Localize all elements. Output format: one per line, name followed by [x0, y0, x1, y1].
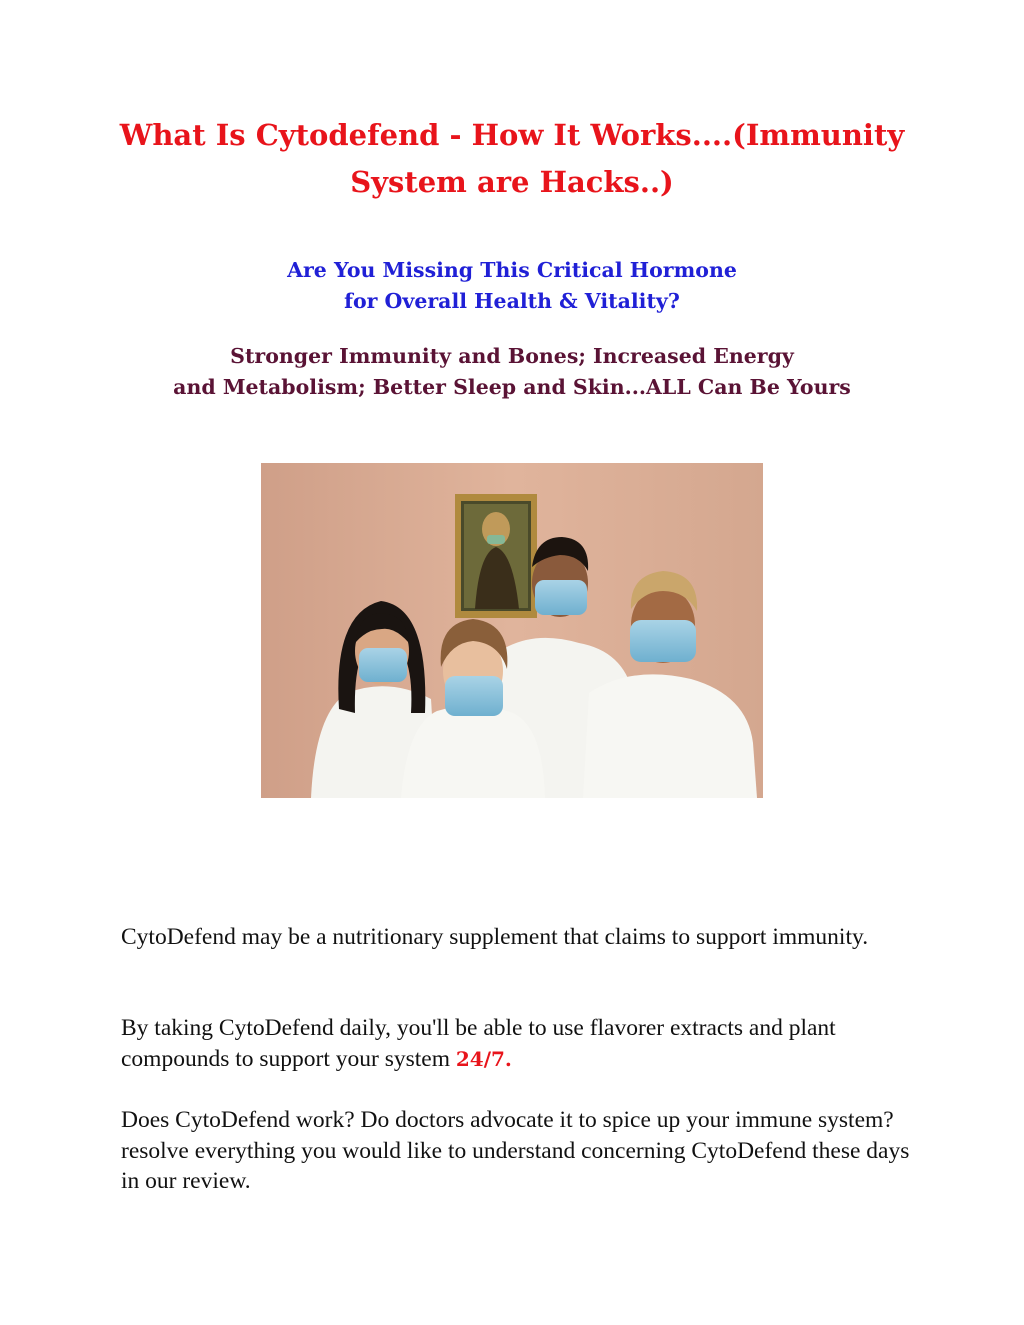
- subtitle: [150, 255, 874, 317]
- body-paragraph-1: CytoDefend may be a nutritionary supplement that claims to support immunity.: [121, 924, 869, 950]
- masked-people-photo: [261, 463, 763, 798]
- body-paragraph-3: Does CytoDefend work? Do doctors advocate it to spice up your immune system? resolve everything you would like to understand concerning CytoDefend these days in our review.: [121, 1107, 910, 1194]
- subtitle-line-2: for Overall Health & Vitality?: [344, 289, 680, 313]
- body-paragraph-2-text: By taking CytoDefend daily, you'll be able to use flavorer extracts and plant compounds to support your system: [121, 1015, 836, 1072]
- benefits-line-1: Stronger Immunity and Bones; Increased Energy: [230, 344, 794, 368]
- body-paragraph-2: [121, 1013, 911, 1074]
- page-title: [100, 112, 924, 206]
- painting: [455, 494, 537, 618]
- highlight-24-7: 24/7.: [455, 1046, 512, 1071]
- title-line-1: What Is Cytodefend - How It Works....(Immunity: [119, 118, 905, 152]
- benefits-line-2: and Metabolism; Better Sleep and Skin...ALL Can Be Yours: [173, 375, 851, 399]
- subtitle-line-1: Are You Missing This Critical Hormone: [287, 258, 737, 282]
- benefits-heading: [100, 341, 924, 403]
- title-line-2: System are Hacks..): [350, 165, 674, 199]
